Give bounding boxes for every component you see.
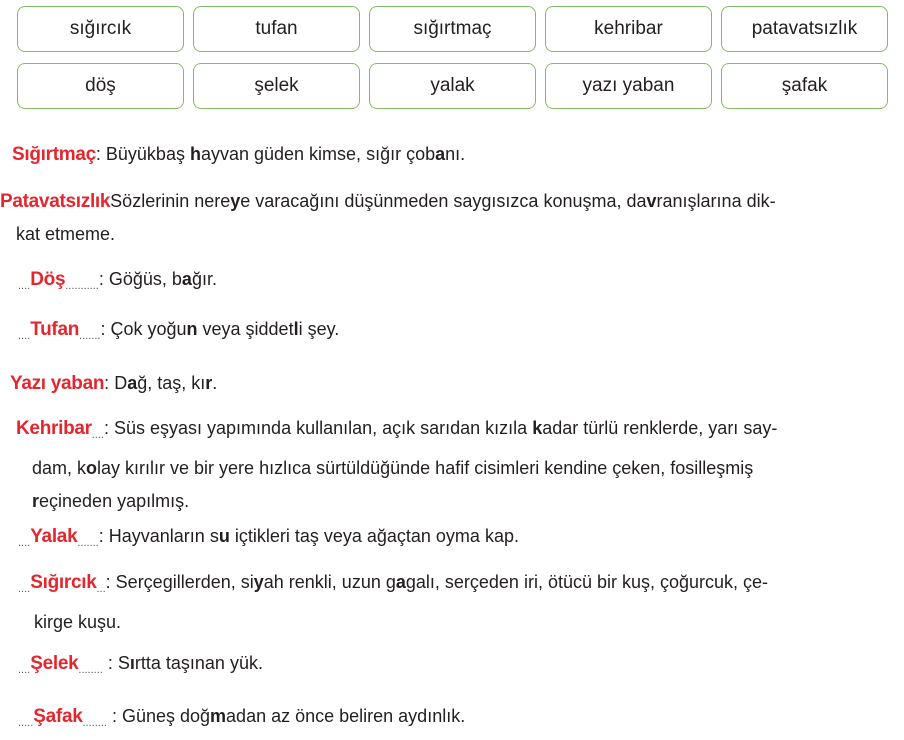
- definition-text: ğ, taş, kı: [137, 373, 206, 393]
- answer-term: Patavatsızlık: [0, 191, 111, 212]
- definition-entry: [0, 412, 904, 518]
- definition-text: [106, 144, 465, 164]
- answer-term: Sığırtmaç: [12, 144, 96, 165]
- definition-entry: [0, 263, 904, 303]
- definition-text: Güneş doğ: [121, 706, 211, 726]
- definition-line: [12, 138, 902, 171]
- definition-text: Göğüs, b: [108, 269, 182, 289]
- definition-text: dam, k: [32, 458, 87, 478]
- bold-letter: h: [189, 144, 201, 164]
- definition-text: nı.: [445, 144, 466, 164]
- word-box: sığırtmaç: [369, 6, 536, 52]
- definition-text: eçineden yapılmış.: [39, 491, 190, 511]
- bold-letter: o: [86, 458, 98, 478]
- definition-text: [109, 269, 217, 289]
- definition-text: galı, serçeden iri, ötücü bir kuş, çoğurcuk, çe-: [405, 572, 769, 592]
- separator: :: [104, 373, 115, 393]
- definition-text: i şey.: [298, 319, 340, 339]
- dotted-blank: ....: [18, 664, 31, 676]
- definition-text: adan az önce beliren aydınlık.: [226, 706, 466, 726]
- definition-text: rtta taşınan yük.: [134, 653, 263, 673]
- definition-text: S: [117, 653, 130, 673]
- definition-line: [16, 412, 904, 452]
- bold-letter: m: [210, 706, 227, 726]
- bold-letter: a: [181, 269, 192, 289]
- definition-text: Çok yoğu: [110, 319, 187, 339]
- definition-text: kirge kuşu.: [34, 612, 122, 632]
- definition-text: Sözlerinin nere: [110, 191, 231, 211]
- word-box: yalak: [369, 63, 536, 109]
- dotted-blank: ....: [18, 280, 31, 292]
- definition-line: [10, 367, 900, 400]
- word-box: sığırcık: [17, 6, 184, 52]
- word-box: tufan: [193, 6, 360, 52]
- definition-line: [18, 700, 904, 740]
- word-box: şafak: [721, 63, 888, 109]
- separator: :: [95, 144, 106, 164]
- definition-line: [0, 185, 890, 218]
- definition-continuation: [0, 218, 890, 251]
- answer-term: Sığırcık: [30, 572, 97, 593]
- bold-letter: a: [127, 373, 138, 393]
- word-box: kehribar: [545, 6, 712, 52]
- definition-line: [18, 647, 904, 687]
- separator: :: [102, 653, 118, 673]
- bold-letter: y: [253, 572, 264, 592]
- bold-letter: k: [532, 418, 543, 438]
- definition-text: [114, 373, 217, 393]
- definition-text: Süs eşyası yapımında kullanılan, açık sarıdan kızıla: [113, 418, 533, 438]
- answer-term: Şafak: [33, 706, 83, 727]
- definition-text: lay kırılır ve bir yere hızlıca sürtüldüğünde hafif cisimleri kendine çeken, fosilleşmiş: [97, 458, 754, 478]
- bold-letter: r: [32, 491, 40, 511]
- definition-text: [118, 653, 263, 673]
- bold-letter: n: [186, 319, 198, 339]
- definition-entry: [0, 700, 904, 740]
- dotted-blank: ........: [82, 717, 107, 729]
- separator: :: [106, 706, 122, 726]
- separator: :: [98, 526, 109, 546]
- bold-letter: y: [230, 191, 241, 211]
- definition-text: [116, 572, 768, 592]
- separator: :: [103, 418, 114, 438]
- definition-text: içtikleri taş veya ağaçtan oyma kap.: [229, 526, 519, 546]
- dotted-blank: ...: [96, 583, 106, 595]
- answer-term: Yazı yaban: [10, 373, 105, 394]
- definition-line: [18, 313, 904, 353]
- definition-text: ranışlarına dik-: [656, 191, 776, 211]
- definition-text: ğır.: [191, 269, 217, 289]
- bold-letter: ı: [129, 653, 135, 673]
- dotted-blank: ....: [18, 537, 31, 549]
- dotted-blank: .....: [18, 717, 34, 729]
- definition-line: [18, 263, 904, 303]
- definition-continuation: [18, 606, 904, 639]
- definition-line: [18, 520, 904, 560]
- definition-text: Serçegillerden, si: [115, 572, 254, 592]
- word-box: döş: [17, 63, 184, 109]
- answer-term: Döş: [30, 269, 66, 290]
- definition-text: D: [114, 373, 128, 393]
- definition-entry: [0, 647, 904, 687]
- answer-term: Yalak: [30, 526, 78, 547]
- separator: :: [100, 319, 111, 339]
- bold-letter: v: [646, 191, 657, 211]
- definition-line: [18, 566, 904, 606]
- definition-text: [109, 526, 519, 546]
- definition-text: [114, 418, 777, 438]
- dotted-blank: .......: [77, 537, 99, 549]
- word-bank: [17, 6, 891, 120]
- word-box: yazı yaban: [545, 63, 712, 109]
- definition-text: [122, 706, 465, 726]
- definition-text: veya şiddet: [197, 319, 294, 339]
- dotted-blank: ....: [91, 429, 104, 441]
- answer-term: Şelek: [30, 653, 79, 674]
- definition-text: ayvan güden kimse, sığır çob: [200, 144, 436, 164]
- bold-letter: r: [205, 373, 213, 393]
- definition-text: Hayvanların s: [108, 526, 219, 546]
- answer-term: Tufan: [30, 319, 80, 340]
- definition-text: [110, 319, 339, 339]
- dotted-blank: .......: [79, 330, 101, 342]
- definition-text: adar türlü renklerde, yarı say-: [542, 418, 778, 438]
- separator: :: [105, 572, 116, 592]
- definition-entry: [0, 566, 904, 639]
- bold-letter: l: [293, 319, 299, 339]
- definition-text: [110, 191, 775, 211]
- definition-entry: [0, 367, 900, 400]
- definition-text: e varacağını düşünmeden saygısızca konuşma, da: [240, 191, 647, 211]
- definition-text: .: [212, 373, 218, 393]
- definition-entry: [0, 138, 902, 171]
- definition-continuation: [16, 452, 904, 518]
- dotted-blank: ...........: [65, 280, 99, 292]
- definition-text: kat etmeme.: [16, 224, 116, 244]
- bold-letter: a: [435, 144, 446, 164]
- answer-term: Kehribar: [16, 418, 92, 439]
- dotted-blank: ....: [18, 330, 31, 342]
- dotted-blank: ....: [18, 583, 31, 595]
- definition-entry: [0, 520, 904, 560]
- bold-letter: a: [395, 572, 406, 592]
- definition-text: Büyükbaş: [105, 144, 190, 164]
- word-box: patavatsızlık: [721, 6, 888, 52]
- word-box: şelek: [193, 63, 360, 109]
- bold-letter: u: [218, 526, 230, 546]
- definition-entry: [0, 185, 890, 251]
- separator: :: [98, 269, 109, 289]
- dotted-blank: ........: [78, 664, 103, 676]
- word-bank-row: [17, 6, 891, 52]
- definition-entry: [0, 313, 904, 353]
- word-bank-row: [17, 63, 891, 109]
- definition-text: ah renkli, uzun g: [263, 572, 396, 592]
